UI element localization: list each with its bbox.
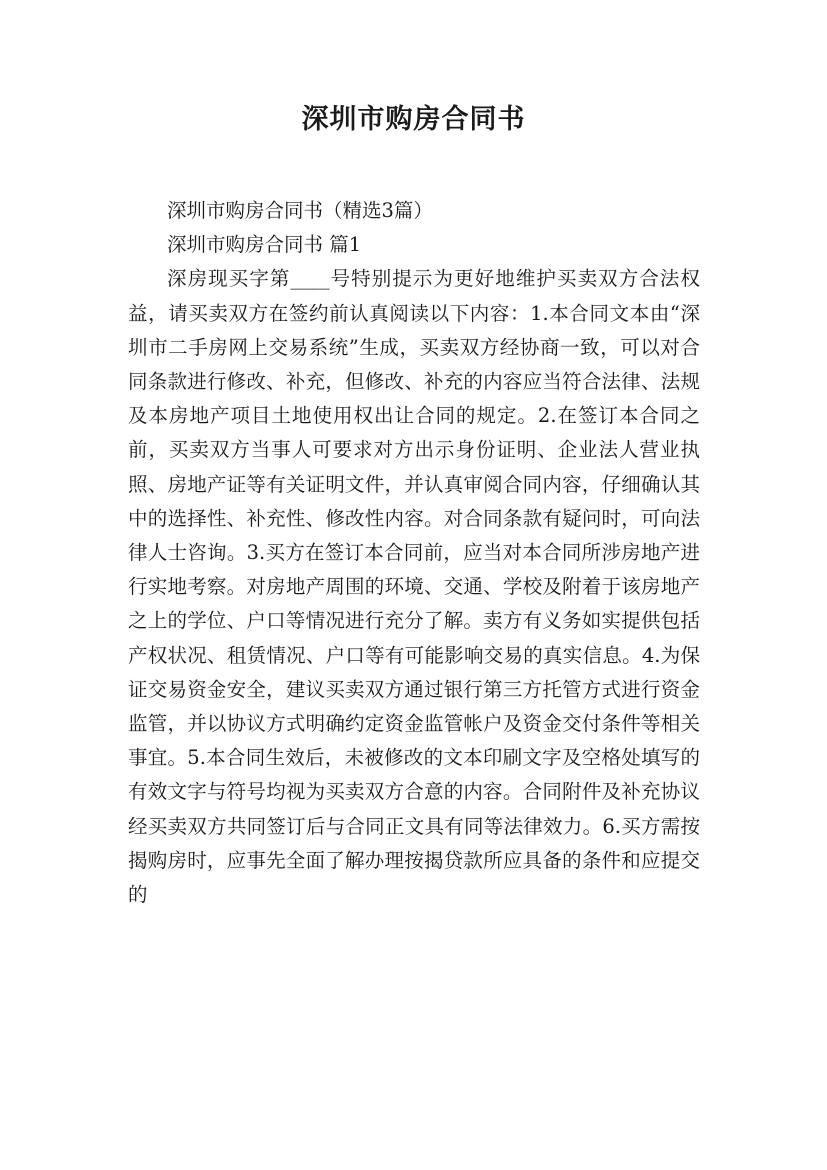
contract-notice-paragraph: 深房现买字第____号特别提示为更好地维护买卖双方合法权益，请买卖双方在签约前认真阅读以下内容：1.本合同文本由“深圳市二手房网上交易系统”生成，买卖双方经协商一致，可以对合同条款进行修改、补充，但修改、补充的内容应当符合法律、法规及本房地产项目土地使用权出让合同的规定。2.在签订本合同之前，买卖双方当事人可要求对方出示身份证明、企业法人营业执照、房地产证等有关证明文件，并认真审阅合同内容，仔细确认其中的选择性、补充性、修改性内容。对合同条款有疑问时，可向法律人士咨询。3.买方在签订本合同前，应当对本合同所涉房地产进行实地考察。对房地产周围的环境、交通、学校及附着于该房地产之上的学位、户口等情况进行充分了解。卖方有义务如实提供包括产权状况、租赁情况、户口等有可能影响交易的真实信息。4.为保证交易资金安全，建议买卖双方通过银行第三方托管方式进行资金监管，并以协议方式明确约定资金监管帐户及资金交付条件等相关事宜。5.本合同生效后，未被修改的文本印刷文字及空格处填写的有效文字与符号均视为买卖双方合意的内容。合同附件及补充协议经买卖双方共同签订后与合同正文具有同等法律效力。6.买方需按揭购房时，应事先全面了解办理按揭贷款所应具备的条件和应提交的 bbox=[128, 267, 700, 907]
section-heading-paragraph: 深圳市购房合同书 篇1 bbox=[167, 233, 362, 257]
document-title: 深圳市购房合同书 bbox=[301, 104, 526, 135]
document-body bbox=[128, 194, 700, 912]
subtitle-paragraph: 深圳市购房合同书（精选3篇） bbox=[167, 199, 433, 222]
